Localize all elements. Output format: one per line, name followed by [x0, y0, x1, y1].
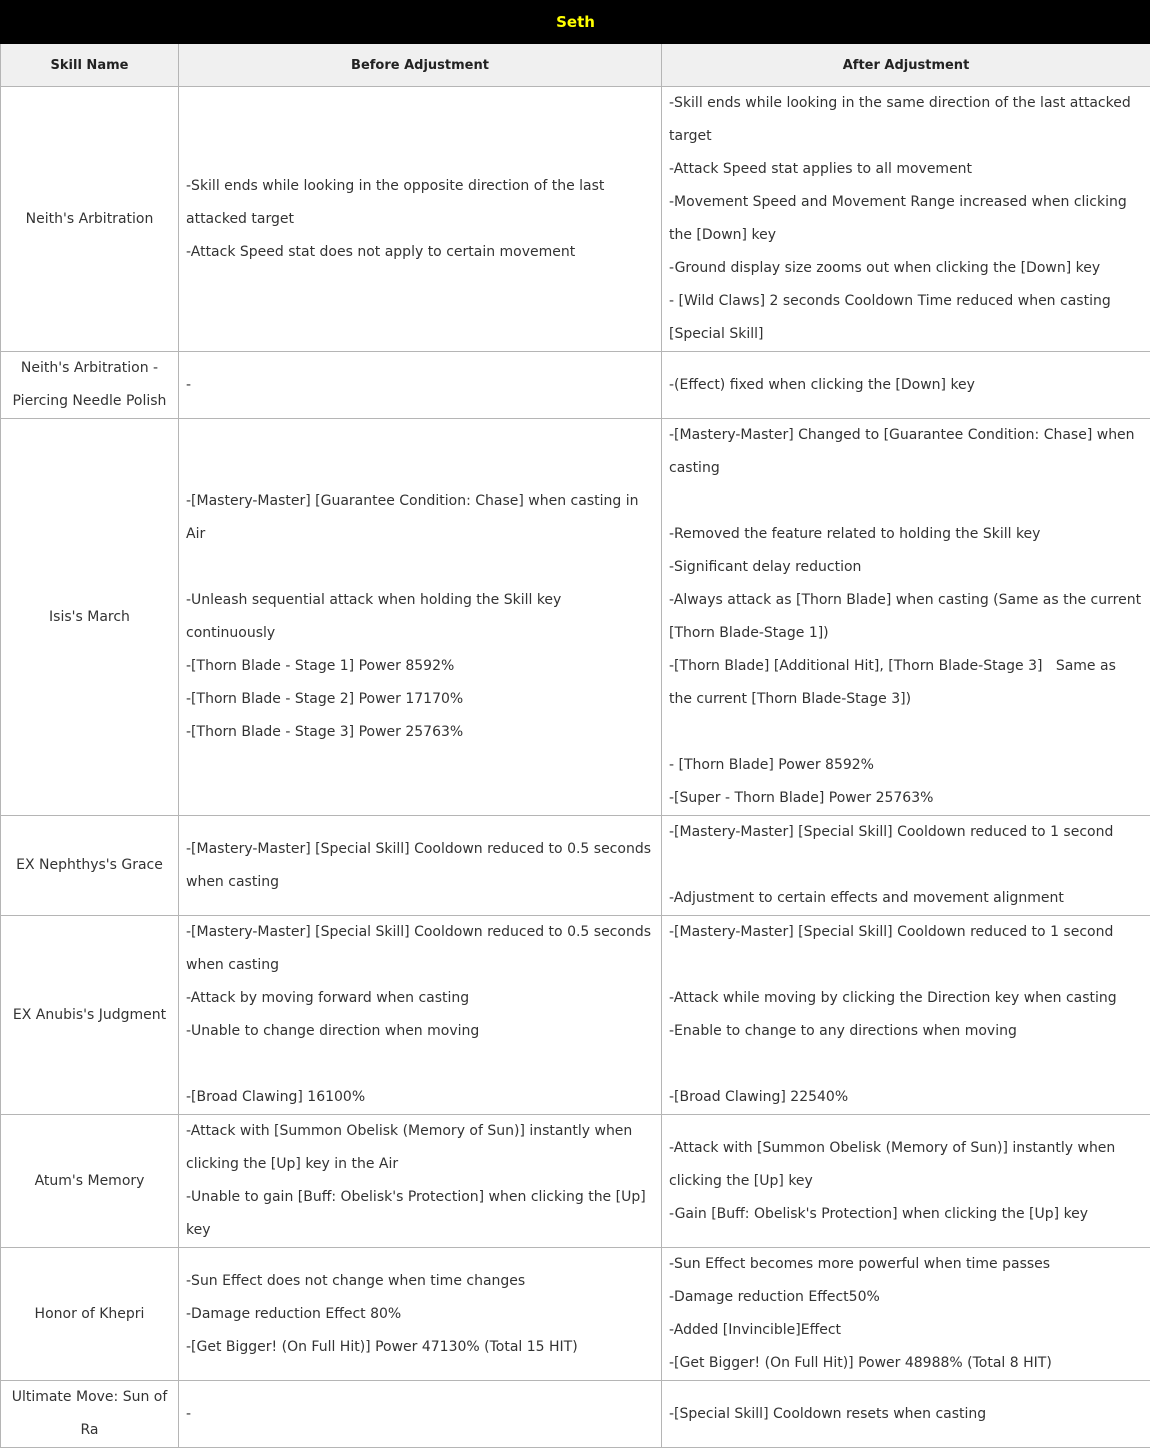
header-after-adjustment: After Adjustment: [662, 44, 1150, 87]
header-skill-name: Skill Name: [1, 44, 179, 87]
table-row: [1, 419, 1150, 816]
table-row: [1, 1248, 1150, 1381]
before-line: -[Mastery-Master] [Special Skill] Cooldown reduced to 0.5 seconds when casting: [186, 916, 654, 982]
after-line: -[Super - Thorn Blade] Power 25763%: [669, 782, 1143, 815]
table-row: [1, 352, 1150, 419]
after-line: -[Thorn Blade] [Additional Hit], [Thorn Blade-Stage 3] Same as the current [Thorn Blade-Stage 3]): [669, 650, 1143, 716]
before-line: -: [186, 369, 654, 402]
after-line: -Attack while moving by clicking the Direction key when casting: [669, 982, 1143, 1015]
before-line: -[Thorn Blade - Stage 2] Power 17170%: [186, 683, 654, 716]
before-line: -[Mastery-Master] [Special Skill] Cooldown reduced to 0.5 seconds when casting: [186, 833, 654, 899]
before-line: -[Thorn Blade - Stage 1] Power 8592%: [186, 650, 654, 683]
skill-name-cell: Ultimate Move: Sun of Ra: [1, 1381, 179, 1448]
after-line: -Attack Speed stat applies to all movement: [669, 153, 1143, 186]
after-line: -[Mastery-Master] [Special Skill] Cooldown reduced to 1 second: [669, 816, 1143, 849]
after-adjustment-cell: [662, 1115, 1150, 1248]
before-adjustment-cell: [179, 87, 662, 352]
before-line: -[Mastery-Master] [Guarantee Condition: Chase] when casting in Air: [186, 485, 654, 551]
skill-name-cell: Honor of Khepri: [1, 1248, 179, 1381]
title-row: [1, 1, 1150, 44]
after-line: [669, 485, 1143, 518]
after-line: -Enable to change to any directions when moving: [669, 1015, 1143, 1048]
after-line: -Movement Speed and Movement Range increased when clicking the [Down] key: [669, 186, 1143, 252]
before-line: -Attack Speed stat does not apply to certain movement: [186, 236, 654, 269]
after-line: -[Mastery-Master] [Special Skill] Cooldown reduced to 1 second: [669, 916, 1143, 949]
before-adjustment-cell: [179, 419, 662, 816]
after-line: [669, 949, 1143, 982]
table-row: [1, 87, 1150, 352]
table-row: [1, 1381, 1150, 1448]
before-line: -[Thorn Blade - Stage 3] Power 25763%: [186, 716, 654, 749]
after-adjustment-cell: [662, 1248, 1150, 1381]
before-adjustment-cell: [179, 1248, 662, 1381]
after-line: -Skill ends while looking in the same direction of the last attacked target: [669, 87, 1143, 153]
after-line: -Sun Effect becomes more powerful when time passes: [669, 1248, 1143, 1281]
before-line: -[Broad Clawing] 16100%: [186, 1081, 654, 1114]
before-adjustment-cell: [179, 352, 662, 419]
after-adjustment-cell: [662, 1381, 1150, 1448]
before-line: -Unable to gain [Buff: Obelisk's Protection] when clicking the [Up] key: [186, 1181, 654, 1247]
before-adjustment-cell: [179, 1115, 662, 1248]
after-adjustment-cell: [662, 916, 1150, 1115]
after-line: -Ground display size zooms out when clicking the [Down] key: [669, 252, 1143, 285]
table-row: [1, 1115, 1150, 1248]
before-adjustment-cell: [179, 916, 662, 1115]
before-line: -Unable to change direction when moving: [186, 1015, 654, 1048]
after-line: -Added [Invincible]Effect: [669, 1314, 1143, 1347]
after-line: -(Effect) fixed when clicking the [Down] key: [669, 369, 1143, 402]
after-line: -Gain [Buff: Obelisk's Protection] when clicking the [Up] key: [669, 1198, 1143, 1231]
table-row: [1, 816, 1150, 916]
before-line: -Unleash sequential attack when holding the Skill key continuously: [186, 584, 654, 650]
after-line: -[Special Skill] Cooldown resets when casting: [669, 1398, 1143, 1431]
header-before-adjustment: Before Adjustment: [179, 44, 662, 87]
after-adjustment-cell: [662, 419, 1150, 816]
before-line: -Attack with [Summon Obelisk (Memory of Sun)] instantly when clicking the [Up] key in the Air: [186, 1115, 654, 1181]
before-line: -: [186, 1398, 654, 1431]
header-row: [1, 44, 1150, 87]
after-line: -[Get Bigger! (On Full Hit)] Power 48988% (Total 8 HIT): [669, 1347, 1143, 1380]
before-line: -Attack by moving forward when casting: [186, 982, 654, 1015]
skill-name-cell: EX Nephthys's Grace: [1, 816, 179, 916]
after-line: [669, 849, 1143, 882]
after-line: - [Thorn Blade] Power 8592%: [669, 749, 1143, 782]
after-line: -[Mastery-Master] Changed to [Guarantee Condition: Chase] when casting: [669, 419, 1143, 485]
after-line: [669, 1048, 1143, 1081]
skill-name-cell: Neith's Arbitration - Piercing Needle Polish: [1, 352, 179, 419]
after-line: -[Broad Clawing] 22540%: [669, 1081, 1143, 1114]
after-line: -Removed the feature related to holding the Skill key: [669, 518, 1143, 551]
after-line: -Attack with [Summon Obelisk (Memory of Sun)] instantly when clicking the [Up] key: [669, 1132, 1143, 1198]
before-line: -Damage reduction Effect 80%: [186, 1298, 654, 1331]
after-line: -Adjustment to certain effects and movement alignment: [669, 882, 1143, 915]
after-line: -Damage reduction Effect50%: [669, 1281, 1143, 1314]
after-line: [669, 716, 1143, 749]
after-line: -Always attack as [Thorn Blade] when casting (Same as the current [Thorn Blade-Stage 1]): [669, 584, 1143, 650]
before-line: -[Get Bigger! (On Full Hit)] Power 47130% (Total 15 HIT): [186, 1331, 654, 1364]
before-adjustment-cell: [179, 816, 662, 916]
table-body: [1, 87, 1150, 1448]
after-adjustment-cell: [662, 87, 1150, 352]
table-row: [1, 916, 1150, 1115]
before-adjustment-cell: [179, 1381, 662, 1448]
after-adjustment-cell: [662, 816, 1150, 916]
skill-name-cell: Isis's March: [1, 419, 179, 816]
after-adjustment-cell: [662, 352, 1150, 419]
after-line: - [Wild Claws] 2 seconds Cooldown Time reduced when casting [Special Skill]: [669, 285, 1143, 351]
before-line: [186, 1048, 654, 1081]
before-line: [186, 551, 654, 584]
skill-name-cell: EX Anubis's Judgment: [1, 916, 179, 1115]
table-title: Seth: [1, 1, 1150, 44]
before-line: -Skill ends while looking in the opposite direction of the last attacked target: [186, 170, 654, 236]
after-line: -Significant delay reduction: [669, 551, 1143, 584]
before-line: -Sun Effect does not change when time changes: [186, 1265, 654, 1298]
skill-name-cell: Neith's Arbitration: [1, 87, 179, 352]
skill-name-cell: Atum's Memory: [1, 1115, 179, 1248]
